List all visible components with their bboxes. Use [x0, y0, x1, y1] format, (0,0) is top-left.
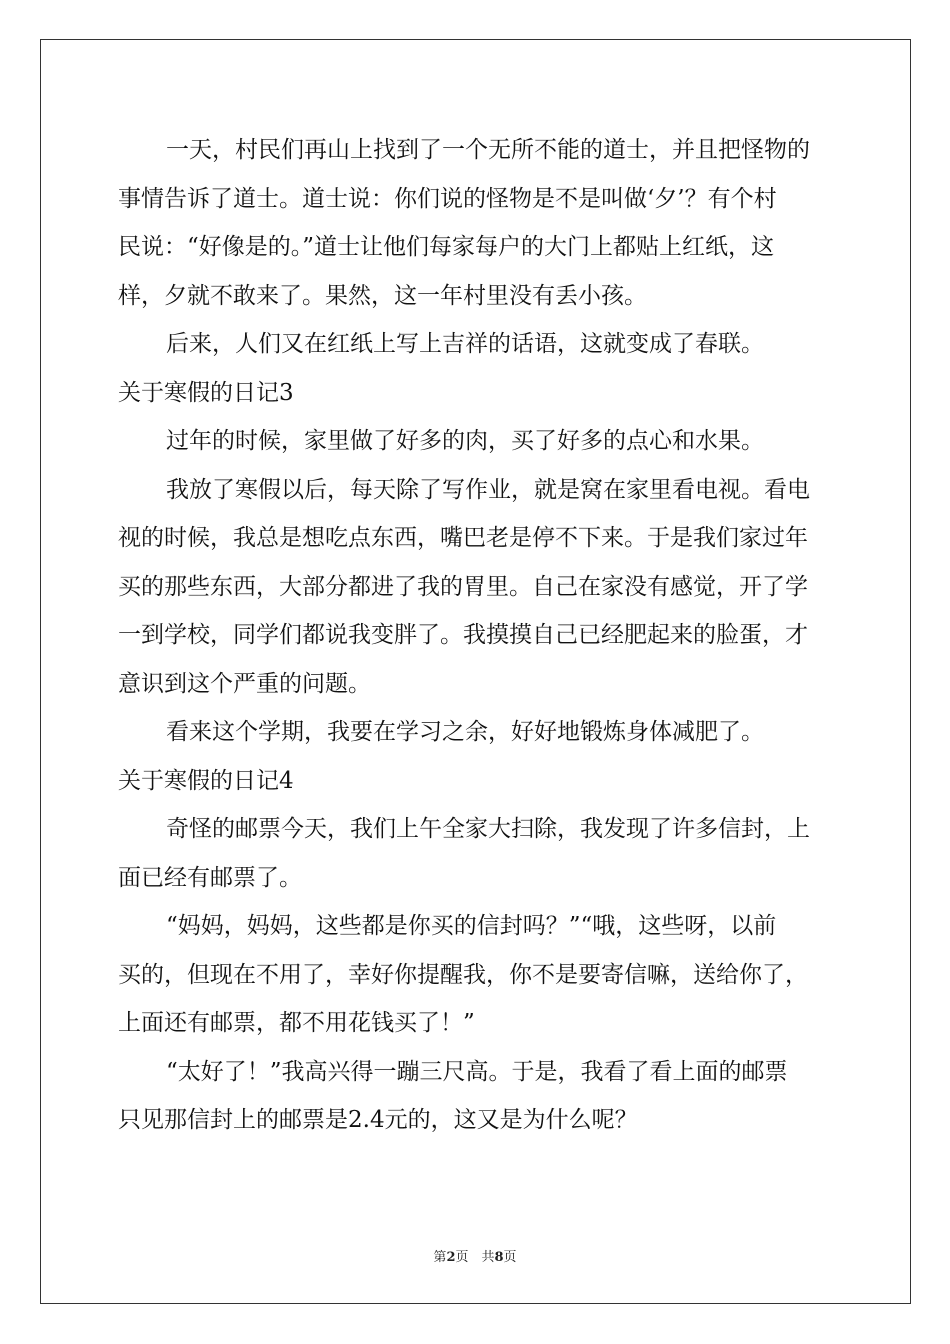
- paragraph-line: 事情告诉了道士。道士说：你们说的怪物是不是叫做‘夕’？有个村: [118, 185, 777, 212]
- paragraph-line: 面已经有邮票了。: [118, 864, 302, 891]
- paragraph-line: 一天，村民们再山上找到了一个无所不能的道士，并且把怪物的: [166, 137, 810, 163]
- paragraph-line: “太好了！”我高兴得一蹦三尺高。于是，我看了看上面的邮票: [166, 1058, 788, 1085]
- paragraph-line: “妈妈，妈妈，这些都是你买的信封吗？”“哦，这些呀，以前: [166, 913, 777, 939]
- paragraph-line: 买的，但现在不用了，幸好你提醒我，你不是要寄信嘛，送给你了，: [118, 961, 808, 988]
- paragraph-line: 样，夕就不敢来了。果然，这一年村里没有丢小孩。: [118, 282, 647, 309]
- paragraph-line: 后来，人们又在红纸上写上吉祥的话语，这就变成了春联。: [166, 331, 764, 357]
- footer-prefix: 第: [433, 1250, 447, 1265]
- paragraph-line: 上面还有邮票，都不用花钱买了！”: [118, 1010, 475, 1036]
- total-page-count: 8: [494, 1250, 504, 1265]
- page-footer: [0, 1246, 950, 1265]
- paragraph-line: 意识到这个严重的问题。: [118, 670, 371, 697]
- paragraph-line: 我放了寒假以后，每天除了写作业，就是窝在家里看电视。看电: [166, 476, 810, 503]
- paragraph-line: 看来这个学期，我要在学习之余，好好地锻炼身体减肥了。: [166, 719, 764, 745]
- paragraph-line: 买的那些东西，大部分都进了我的胃里。自己在家没有感觉，开了学: [118, 573, 808, 600]
- paragraph-line: 只见那信封上的邮票是2.4元的，这又是为什么呢？: [118, 1107, 638, 1133]
- document-body: [118, 126, 838, 1145]
- footer-suffix: 页: [503, 1250, 517, 1265]
- current-page-number: 2: [446, 1250, 456, 1265]
- paragraph-line: 过年的时候，家里做了好多的肉，买了好多的点心和水果。: [166, 428, 764, 454]
- paragraph-line: 民说：“好像是的。”道士让他们每家每户的大门上都贴上红纸，这: [118, 234, 775, 260]
- section-heading: 关于寒假的日记4: [118, 767, 294, 794]
- paragraph-line: 视的时候，我总是想吃点东西，嘴巴老是停不下来。于是我们家过年: [118, 525, 808, 551]
- paragraph-line: 奇怪的邮票今天，我们上午全家大扫除，我发现了许多信封，上: [166, 816, 810, 842]
- footer-middle: 页 共: [455, 1250, 495, 1265]
- section-heading: 关于寒假的日记3: [118, 379, 294, 406]
- paragraph-line: 一到学校，同学们都说我变胖了。我摸摸自己已经肥起来的脸蛋，才: [118, 622, 808, 648]
